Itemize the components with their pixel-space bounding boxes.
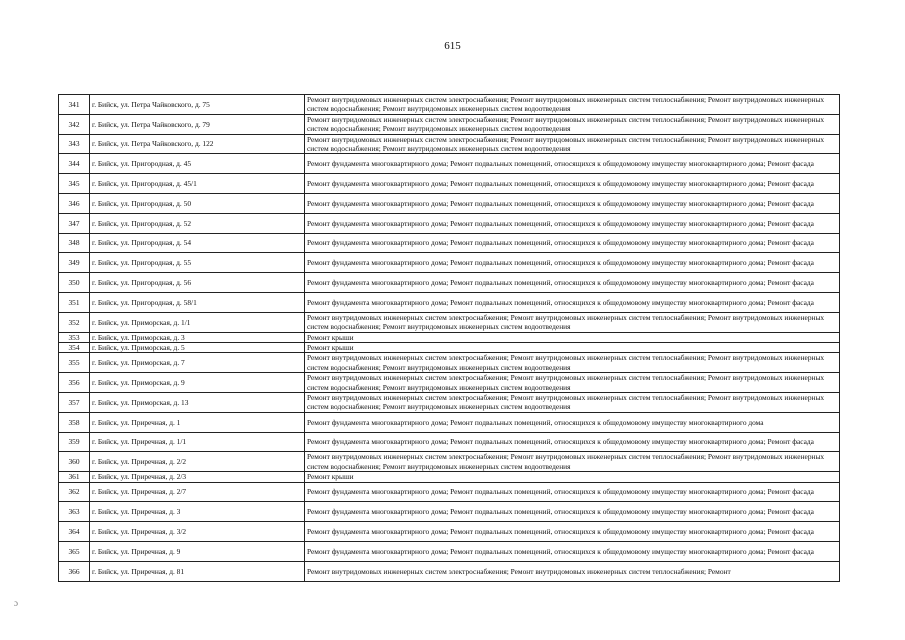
row-number: 342 — [59, 114, 90, 134]
row-number: 341 — [59, 95, 90, 115]
works-cell: Ремонт крыши — [305, 332, 840, 342]
table-row — [59, 502, 840, 522]
address-cell: г. Бийск, ул. Приречная, д. 3/2 — [90, 522, 305, 542]
address-cell: г. Бийск, ул. Петра Чайковского, д. 79 — [90, 114, 305, 134]
works-cell: Ремонт внутридомовых инженерных систем электроснабжения; Ремонт внутридомовых инженерных систем теплоснабжения; Ремонт внутридомовых инженерных систем водоснабжения; Ремонт внутридомовых инженерных систем водоотведения — [305, 134, 840, 154]
works-cell: Ремонт фундамента многоквартирного дома; Ремонт подвальных помещений, относящихся к общедомовому имуществу многоквартирного дома; Ремонт фасада — [305, 253, 840, 273]
row-number: 349 — [59, 253, 90, 273]
works-cell: Ремонт внутридомовых инженерных систем электроснабжения; Ремонт внутридомовых инженерных систем теплоснабжения; Ремонт внутридомовых инженерных систем водоснабжения; Ремонт внутридомовых инженерных систем водоотведения — [305, 353, 840, 373]
table-row — [59, 482, 840, 502]
scan-mark: ɔ — [14, 598, 18, 608]
row-number: 353 — [59, 332, 90, 342]
table-row — [59, 213, 840, 233]
row-number: 355 — [59, 353, 90, 373]
table-row — [59, 194, 840, 214]
table-row — [59, 134, 840, 154]
address-cell: г. Бийск, ул. Приморская, д. 9 — [90, 373, 305, 393]
table-row — [59, 353, 840, 373]
table-row — [59, 412, 840, 432]
works-cell: Ремонт фундамента многоквартирного дома; Ремонт подвальных помещений, относящихся к общедомовому имуществу многоквартирного дома; Ремонт фасада — [305, 522, 840, 542]
row-number: 365 — [59, 542, 90, 562]
table-row — [59, 343, 840, 353]
row-number: 347 — [59, 213, 90, 233]
works-cell: Ремонт фундамента многоквартирного дома; Ремонт подвальных помещений, относящихся к общедомовому имуществу многоквартирного дома; Ремонт фасада — [305, 432, 840, 452]
works-cell: Ремонт фундамента многоквартирного дома; Ремонт подвальных помещений, относящихся к общедомовому имуществу многоквартирного дома — [305, 412, 840, 432]
works-cell: Ремонт фундамента многоквартирного дома; Ремонт подвальных помещений, относящихся к общедомовому имуществу многоквартирного дома; Ремонт фасада — [305, 213, 840, 233]
works-cell: Ремонт фундамента многоквартирного дома; Ремонт подвальных помещений, относящихся к общедомовому имуществу многоквартирного дома; Ремонт фасада — [305, 154, 840, 174]
address-cell: г. Бийск, ул. Приречная, д. 81 — [90, 561, 305, 581]
table-row — [59, 373, 840, 393]
table-row — [59, 273, 840, 293]
address-cell: г. Бийск, ул. Пригородная, д. 58/1 — [90, 293, 305, 313]
works-cell: Ремонт фундамента многоквартирного дома; Ремонт подвальных помещений, относящихся к общедомовому имуществу многоквартирного дома; Ремонт фасада — [305, 174, 840, 194]
table-row — [59, 332, 840, 342]
address-cell: г. Бийск, ул. Приречная, д. 3 — [90, 502, 305, 522]
works-cell: Ремонт внутридомовых инженерных систем электроснабжения; Ремонт внутридомовых инженерных систем теплоснабжения; Ремонт внутридомовых инженерных систем водоснабжения; Ремонт внутридомовых инженерных систем водоотведения — [305, 393, 840, 413]
works-cell: Ремонт фундамента многоквартирного дома; Ремонт подвальных помещений, относящихся к общедомовому имуществу многоквартирного дома; Ремонт фасада — [305, 233, 840, 253]
works-cell: Ремонт внутридомовых инженерных систем электроснабжения; Ремонт внутридомовых инженерных систем теплоснабжения; Ремонт внутридомовых инженерных систем водоснабжения; Ремонт внутридомовых инженерных систем водоотведения — [305, 373, 840, 393]
works-cell: Ремонт фундамента многоквартирного дома; Ремонт подвальных помещений, относящихся к общедомовому имуществу многоквартирного дома; Ремонт фасада — [305, 502, 840, 522]
row-number: 354 — [59, 343, 90, 353]
table-body — [59, 95, 840, 582]
table-row — [59, 452, 840, 472]
address-cell: г. Бийск, ул. Приречная, д. 9 — [90, 542, 305, 562]
table-row — [59, 114, 840, 134]
table-row — [59, 95, 840, 115]
row-number: 366 — [59, 561, 90, 581]
table-row — [59, 393, 840, 413]
table-row — [59, 253, 840, 273]
works-cell: Ремонт внутридомовых инженерных систем электроснабжения; Ремонт внутридомовых инженерных систем теплоснабжения; Ремонт внутридомовых инженерных систем водоснабжения; Ремонт внутридомовых инженерных систем водоотведения — [305, 452, 840, 472]
works-cell: Ремонт внутридомовых инженерных систем электроснабжения; Ремонт внутридомовых инженерных систем теплоснабжения; Ремонт внутридомовых инженерных систем водоснабжения; Ремонт внутридомовых инженерных систем водоотведения — [305, 312, 840, 332]
works-cell: Ремонт фундамента многоквартирного дома; Ремонт подвальных помещений, относящихся к общедомовому имуществу многоквартирного дома; Ремонт фасада — [305, 293, 840, 313]
address-cell: г. Бийск, ул. Приморская, д. 5 — [90, 343, 305, 353]
works-cell: Ремонт внутридомовых инженерных систем электроснабжения; Ремонт внутридомовых инженерных систем теплоснабжения; Ремонт внутридомовых инженерных систем водоснабжения; Ремонт внутридомовых инженерных систем водоотведения — [305, 114, 840, 134]
address-cell: г. Бийск, ул. Пригородная, д. 45/1 — [90, 174, 305, 194]
address-cell: г. Бийск, ул. Приморская, д. 3 — [90, 332, 305, 342]
works-cell: Ремонт фундамента многоквартирного дома; Ремонт подвальных помещений, относящихся к общедомовому имуществу многоквартирного дома; Ремонт фасада — [305, 482, 840, 502]
row-number: 343 — [59, 134, 90, 154]
row-number: 359 — [59, 432, 90, 452]
works-cell: Ремонт фундамента многоквартирного дома; Ремонт подвальных помещений, относящихся к общедомовому имуществу многоквартирного дома; Ремонт фасада — [305, 273, 840, 293]
row-number: 352 — [59, 312, 90, 332]
address-cell: г. Бийск, ул. Петра Чайковского, д. 122 — [90, 134, 305, 154]
works-cell: Ремонт фундамента многоквартирного дома; Ремонт подвальных помещений, относящихся к общедомовому имуществу многоквартирного дома; Ремонт фасада — [305, 542, 840, 562]
table-row — [59, 472, 840, 482]
address-cell: г. Бийск, ул. Приречная, д. 1/1 — [90, 432, 305, 452]
row-number: 364 — [59, 522, 90, 542]
table-row — [59, 154, 840, 174]
table-row — [59, 312, 840, 332]
row-number: 346 — [59, 194, 90, 214]
page-number: 615 — [444, 40, 461, 52]
row-number: 357 — [59, 393, 90, 413]
address-cell: г. Бийск, ул. Пригородная, д. 52 — [90, 213, 305, 233]
address-cell: г. Бийск, ул. Приречная, д. 2/7 — [90, 482, 305, 502]
row-number: 356 — [59, 373, 90, 393]
address-cell: г. Бийск, ул. Приморская, д. 7 — [90, 353, 305, 373]
address-cell: г. Бийск, ул. Пригородная, д. 56 — [90, 273, 305, 293]
row-number: 358 — [59, 412, 90, 432]
address-cell: г. Бийск, ул. Приречная, д. 1 — [90, 412, 305, 432]
works-cell: Ремонт фундамента многоквартирного дома; Ремонт подвальных помещений, относящихся к общедомовому имуществу многоквартирного дома; Ремонт фасада — [305, 194, 840, 214]
address-cell: г. Бийск, ул. Пригородная, д. 55 — [90, 253, 305, 273]
row-number: 360 — [59, 452, 90, 472]
row-number: 345 — [59, 174, 90, 194]
address-cell: г. Бийск, ул. Петра Чайковского, д. 75 — [90, 95, 305, 115]
row-number: 363 — [59, 502, 90, 522]
works-cell: Ремонт внутридомовых инженерных систем электроснабжения; Ремонт внутридомовых инженерных систем теплоснабжения; Ремонт — [305, 561, 840, 581]
table-row — [59, 561, 840, 581]
table-row — [59, 233, 840, 253]
table-row — [59, 293, 840, 313]
address-cell: г. Бийск, ул. Приморская, д. 13 — [90, 393, 305, 413]
address-cell: г. Бийск, ул. Приречная, д. 2/3 — [90, 472, 305, 482]
address-cell: г. Бийск, ул. Пригородная, д. 45 — [90, 154, 305, 174]
table-row — [59, 174, 840, 194]
table-row — [59, 542, 840, 562]
row-number: 362 — [59, 482, 90, 502]
address-cell: г. Бийск, ул. Приречная, д. 2/2 — [90, 452, 305, 472]
works-cell: Ремонт внутридомовых инженерных систем электроснабжения; Ремонт внутридомовых инженерных систем теплоснабжения; Ремонт внутридомовых инженерных систем водоснабжения; Ремонт внутридомовых инженерных систем водоотведения — [305, 95, 840, 115]
row-number: 361 — [59, 472, 90, 482]
row-number: 351 — [59, 293, 90, 313]
table-row — [59, 522, 840, 542]
row-number: 348 — [59, 233, 90, 253]
row-number: 344 — [59, 154, 90, 174]
works-cell: Ремонт крыши — [305, 343, 840, 353]
address-cell: г. Бийск, ул. Приморская, д. 1/1 — [90, 312, 305, 332]
works-cell: Ремонт крыши — [305, 472, 840, 482]
row-number: 350 — [59, 273, 90, 293]
address-cell: г. Бийск, ул. Пригородная, д. 54 — [90, 233, 305, 253]
address-cell: г. Бийск, ул. Пригородная, д. 50 — [90, 194, 305, 214]
table-row — [59, 432, 840, 452]
works-table — [58, 94, 840, 582]
